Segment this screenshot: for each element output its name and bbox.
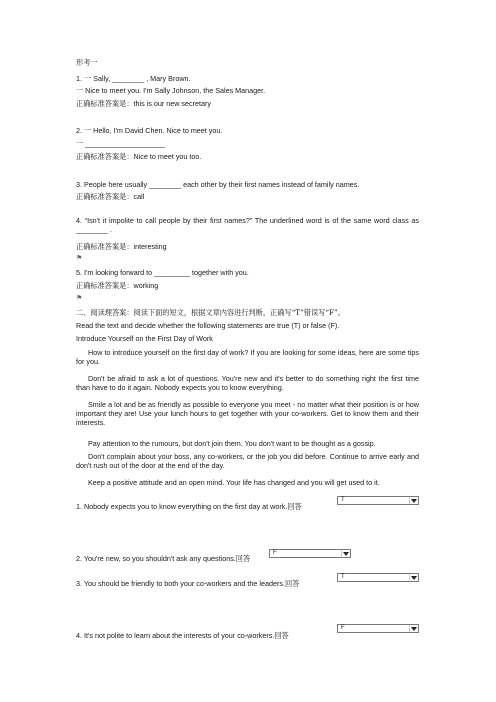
- passage-title: Introduce Yourself on the First Day of Work: [76, 334, 213, 343]
- chevron-down-icon[interactable]: [411, 627, 417, 631]
- section-instruction: Read the text and decide whether the following statements are true (T) or false (F).: [76, 321, 340, 330]
- passage-paragraph: Smile a lot and be as friendly as possible to everyone you meet - no matter what their position is or how important they are! Use your lunch hours to get together with your co-workers. Get to know them and their interests.: [76, 400, 419, 427]
- selected-value: T: [341, 574, 345, 580]
- statement-1: [76, 502, 302, 511]
- q4-answer: 正确标准答案是：interesting: [76, 242, 167, 251]
- selected-value: F: [341, 625, 345, 631]
- answer-prompt: 回答: [284, 579, 300, 588]
- statement-4: [76, 631, 289, 640]
- q4-prompt: 4. “Isn't it impolite to call people by their first names?” The underlined word is of the same word class as ________ .: [76, 216, 419, 234]
- answer-select-4[interactable]: [337, 624, 419, 633]
- chevron-down-icon[interactable]: [411, 499, 417, 503]
- statement-text: 1. Nobody expects you to know everything on the first day at work.: [76, 502, 288, 511]
- section-heading: 二、阅读理答案：阅读下面的短文，根据文章内容进行判断，正确写“T”错误写“F”。: [76, 308, 345, 317]
- page-header: 形考一: [76, 58, 98, 67]
- answer-prompt: 回答: [235, 554, 251, 563]
- passage-paragraph: Pay attention to the rumours, but don't join them. You don't want to be thought as a gossip.: [88, 439, 376, 448]
- chevron-down-icon[interactable]: [343, 552, 349, 556]
- answer-prompt: 回答: [274, 631, 289, 640]
- statement-text: 4. It's not polite to learn about the interests of your co-workers.: [76, 631, 275, 640]
- q5-answer: 正确标准答案是：working: [76, 281, 159, 290]
- statement-text: 2. You're new, so you shouldn't ask any questions.: [76, 554, 236, 563]
- answer-prompt: 回答: [287, 502, 302, 511]
- q1-dialogue: 一 Nice to meet you. I'm Sally Johnson, the Sales Manager.: [76, 86, 266, 95]
- q1-answer: 正确标准答案是：this is our new secretary: [76, 99, 211, 108]
- passage-paragraph: Don't complain about your boss, any co-workers, or the job you did before. Continue to arrive early and don't rush out of the door at the end of the day.: [76, 452, 419, 470]
- q3-answer: 正确标准答案是：call: [76, 192, 145, 201]
- passage-paragraph: Keep a positive attitude and an open mind. Your life has changed and you will get used to it.: [88, 478, 380, 487]
- selected-value: F: [273, 550, 277, 556]
- statement-text: 3. You should be friendly to both your co-workers and the leaders.: [76, 579, 285, 588]
- flag-icon[interactable]: ⚑: [76, 295, 83, 302]
- q2-dialogue: 一 ____________________: [76, 139, 166, 148]
- statement-3: [76, 579, 299, 588]
- statement-2: [76, 554, 250, 563]
- q2-answer: 正确标准答案是：Nice to meet you too.: [76, 152, 202, 161]
- answer-select-2[interactable]: [269, 549, 351, 558]
- q2-prompt: 2. 一 Hello, I'm David Chen. Nice to meet you.: [76, 126, 223, 135]
- flag-icon[interactable]: ⚑: [76, 255, 83, 262]
- selected-value: T: [341, 497, 345, 503]
- passage-paragraph: How to introduce yourself on the first day of work? If you are looking for some ideas, here are some tips for you.: [76, 348, 419, 366]
- answer-select-3[interactable]: [337, 573, 419, 582]
- answer-select-1[interactable]: [337, 496, 419, 505]
- q5-prompt: 5. I'm looking forward to _________ together with you.: [76, 268, 249, 277]
- q1-prompt: 1. 一 Sally, ________ , Mary Brown.: [76, 74, 191, 83]
- q3-prompt: 3. People here usually ________ each other by their first names instead of family names.: [76, 180, 360, 189]
- passage-paragraph: Don't be afraid to ask a lot of questions. You're new and it's better to do something right the first time than have to do it again. Nobody expects you to know everything.: [76, 374, 419, 392]
- chevron-down-icon[interactable]: [411, 576, 417, 580]
